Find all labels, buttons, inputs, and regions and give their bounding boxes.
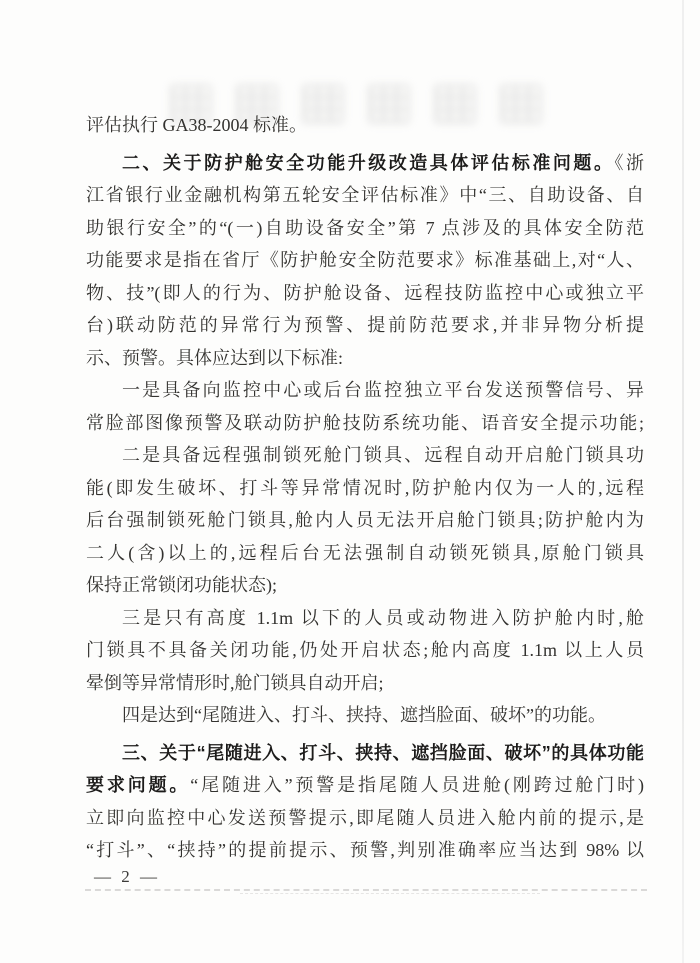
- body-text: 立即向监控中心发送预警提示,即尾随人员进入舱内前的提示,是: [86, 807, 644, 828]
- text-line: [86, 699, 644, 732]
- body-text: 助银行安全”的“(一)自助设备安全”第 7 点涉及的具体安全防范: [86, 217, 644, 238]
- heading-text: 要求问题。: [86, 775, 191, 795]
- document-body: [86, 109, 644, 867]
- body-text: 常脸部图像预警及联动防护舱技防系统功能、语音安全提示功能;: [86, 412, 644, 433]
- text-line: [86, 834, 644, 867]
- body-text: 门锁具不具备关闭功能,仍处开启状态;舱内高度 1.1m 以上人员: [86, 640, 644, 660]
- text-line: [86, 802, 644, 835]
- body-text: 一是具备向监控中心或后台监控独立平台发送预警信号、异: [122, 380, 644, 400]
- body-text: 二是具备远程强制锁死舱门锁具、远程自动开启舱门锁具功: [122, 445, 644, 465]
- scan-artifact-rule: [85, 889, 647, 891]
- body-text: 示、预警。具体应达到以下标准:: [86, 347, 343, 368]
- section-heading-line: [86, 147, 644, 180]
- text-line: [86, 537, 644, 570]
- text-line: [86, 309, 644, 342]
- text-line: [86, 342, 644, 375]
- body-text: “尾随进入”预警是指尾随人员进舱(刚跨过舱门时): [190, 775, 645, 795]
- body-text: 二人(含)以上的,远程后台无法强制自动锁死锁具,原舱门锁具: [86, 542, 644, 563]
- scan-edge-line: [682, 0, 684, 963]
- section-heading-line: [86, 737, 644, 770]
- text-line: [86, 244, 644, 277]
- body-text: 台)联动防范的异常行为预警、提前防范要求,并非异物分析提: [86, 315, 644, 335]
- heading-text: 二、关于防护舱安全功能升级改造具体评估标准问题。: [122, 152, 615, 173]
- text-line: [86, 407, 644, 440]
- text-line: [86, 569, 644, 602]
- text-line: [86, 374, 644, 407]
- body-text: 晕倒等异常情形时,舱门锁具自动开启;: [86, 672, 384, 693]
- text-line: [86, 769, 644, 802]
- body-text: 评估执行 GA38-2004 标准。: [86, 115, 307, 135]
- text-line: [86, 179, 644, 212]
- text-line: [86, 634, 644, 667]
- text-line: [86, 472, 644, 505]
- heading-text: 三、关于“尾随进入、打斗、挟持、遮挡脸面、破坏”的具体功能: [122, 742, 644, 763]
- body-text: 能(即发生破坏、打斗等异常情况时,防护舱内仅为一人的,远程: [86, 477, 644, 498]
- body-text: 江省银行业金融机构第五轮安全评估标准》中“三、自助设备、自: [86, 185, 644, 205]
- text-line: [86, 439, 644, 472]
- scan-artifact-rule: [240, 893, 540, 894]
- body-text: 后台强制锁死舱门锁具,舱内人员无法开启舱门锁具;防护舱内为: [86, 510, 644, 530]
- body-text: 保持正常锁闭功能状态);: [86, 575, 277, 595]
- body-text: 《浙: [614, 152, 645, 173]
- text-line: [86, 277, 644, 310]
- text-line: [86, 212, 644, 245]
- text-line: [86, 109, 644, 142]
- body-text: 功能要求是指在省厅《防护舱安全防范要求》标准基础上,对“人、: [86, 250, 644, 270]
- text-line: [86, 504, 644, 537]
- body-text: 四是达到“尾随进入、打斗、挟持、遮挡脸面、破坏”的功能。: [122, 705, 606, 725]
- text-line: [86, 602, 644, 635]
- text-line: [86, 667, 644, 700]
- page-number: — 2 —: [94, 867, 160, 886]
- body-text: 物、技”(即人的行为、防护舱设备、远程技防监控中心或独立平: [86, 282, 644, 303]
- body-text: “打斗”、“挟持”的提前提示、预警,判别准确率应当达到 98% 以: [86, 840, 644, 860]
- body-text: 三是只有高度 1.1m 以下的人员或动物进入防护舱内时,舱: [122, 607, 644, 628]
